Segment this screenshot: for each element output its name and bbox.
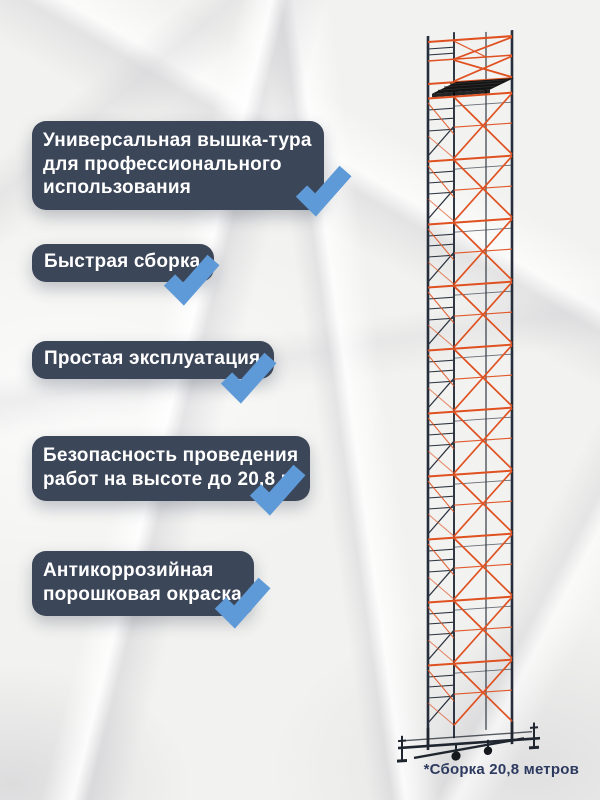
feature-line: Антикоррозийная — [43, 560, 214, 581]
check-icon — [296, 164, 351, 212]
feature-line: Универсальная вышка-тура — [43, 130, 312, 151]
feature-line: Простая эксплуатация — [44, 348, 261, 369]
feature-line: Безопасность проведения — [43, 445, 299, 466]
scaffold-tower-illustration — [390, 28, 550, 763]
feature-line: работ на высоте до 20,8 м — [43, 468, 295, 490]
tower-module — [428, 93, 512, 160]
feature-line: для профессионального — [43, 153, 282, 175]
tower-module — [428, 345, 512, 412]
footnote: *Сборка 20,8 метров — [423, 761, 579, 778]
tower-module — [428, 282, 512, 349]
tower-module — [428, 156, 512, 223]
tower-base — [397, 720, 540, 763]
check-icon — [250, 463, 305, 511]
tower-module — [428, 660, 512, 727]
feature-card-universal-tower — [32, 121, 324, 210]
tower-module — [428, 471, 512, 538]
check-icon — [221, 351, 276, 399]
feature-line: порошковая окраска — [43, 583, 242, 605]
tower-posts — [428, 28, 512, 746]
check-icon — [164, 253, 219, 301]
caster-wheel — [451, 751, 460, 761]
tower-module — [428, 597, 512, 664]
tower-guardrail — [428, 36, 512, 84]
check-icon — [215, 576, 270, 624]
tower-module — [428, 534, 512, 601]
tower-module — [428, 408, 512, 475]
tower-module — [428, 219, 512, 286]
feature-line: Быстрая сборка — [44, 251, 201, 272]
feature-line: использования — [43, 177, 192, 199]
tower-frame — [397, 28, 540, 763]
tower-guardrail-rungs — [428, 47, 454, 55]
caster-wheel — [484, 746, 492, 755]
